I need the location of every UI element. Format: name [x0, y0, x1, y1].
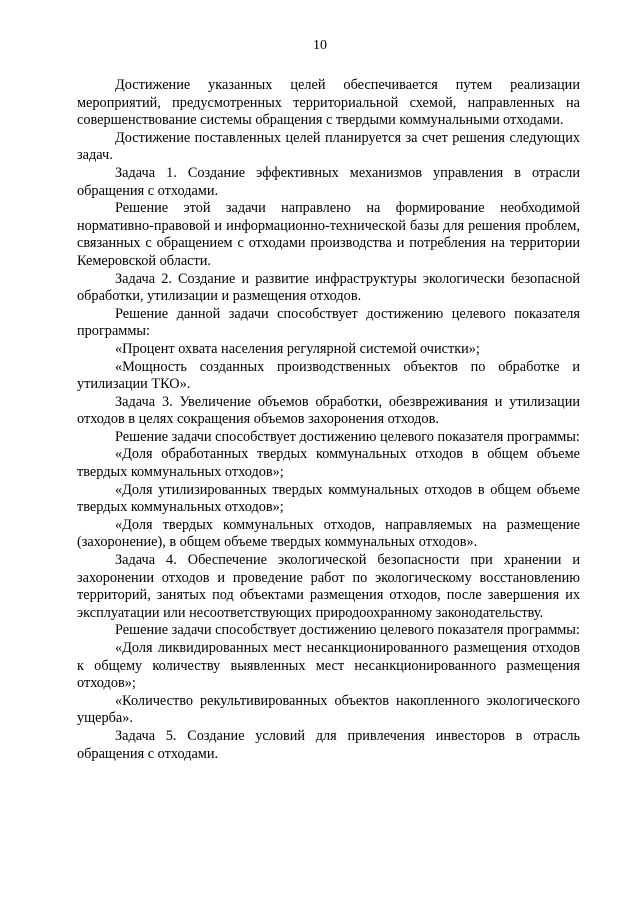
- indicator-item: «Доля твердых коммунальных отходов, направляемых на размещение (захоронение), в общем объеме твердых коммунальных отходов».: [77, 516, 580, 551]
- indicator-item: «Количество рекультивированных объектов накопленного экологического ущерба».: [77, 692, 580, 727]
- paragraph: Достижение указанных целей обеспечивается путем реализации мероприятий, предусмотренных территориальной схемой, направленных на совершенствование системы обращения с твердыми коммунальными отходами.: [77, 77, 580, 129]
- document-body: [77, 77, 580, 763]
- page-number: 10: [313, 38, 327, 53]
- task-heading: Задача 4. Обеспечение экологической безопасности при хранении и захоронении отходов и проведение работ по экологическому восстановлению территорий, занятых под объектами размещения отходов, после завершения их эксплуатации или несоответствующих природоохранному законодательству.: [77, 552, 580, 621]
- indicator-item: «Мощность созданных производственных объектов по обработке и утилизации ТКО».: [77, 358, 580, 393]
- task-heading: Задача 3. Увеличение объемов обработки, обезвреживания и утилизации отходов в целях сокращения объемов захоронения отходов.: [77, 393, 580, 428]
- paragraph: Решение задачи способствует достижению целевого показателя программы:: [115, 428, 580, 445]
- indicator-item: «Доля утилизированных твердых коммунальных отходов в общем объеме твердых коммунальных отходов»;: [77, 481, 580, 516]
- paragraph: Достижение поставленных целей планируется за счет решения следующих задач.: [77, 129, 580, 164]
- indicator-item: «Процент охвата населения регулярной системой очистки»;: [115, 340, 480, 357]
- paragraph: Решение задачи способствует достижению целевого показателя программы:: [115, 622, 580, 639]
- task-heading: Задача 1. Создание эффективных механизмов управления в отрасли обращения с отходами.: [77, 164, 580, 199]
- paragraph: Решение этой задачи направлено на формирование необходимой нормативно-правовой и информационно-технической базы для решения проблем, связанных с обращением с отходами производства и потребления на территории Кемеровской области.: [77, 200, 580, 269]
- indicator-item: «Доля ликвидированных мест несанкционированного размещения отходов к общему количеству выявленных мест несанкционированного размещения отходов»;: [77, 640, 580, 692]
- task-heading: Задача 5. Создание условий для привлечения инвесторов в отрасль обращения с отходами.: [77, 727, 580, 762]
- indicator-item: «Доля обработанных твердых коммунальных отходов в общем объеме твердых коммунальных отходов»;: [77, 446, 580, 481]
- paragraph: Решение данной задачи способствует достижению целевого показателя программы:: [77, 305, 580, 340]
- task-heading: Задача 2. Создание и развитие инфраструктуры экологически безопасной обработки, утилизации и размещения отходов.: [77, 270, 580, 305]
